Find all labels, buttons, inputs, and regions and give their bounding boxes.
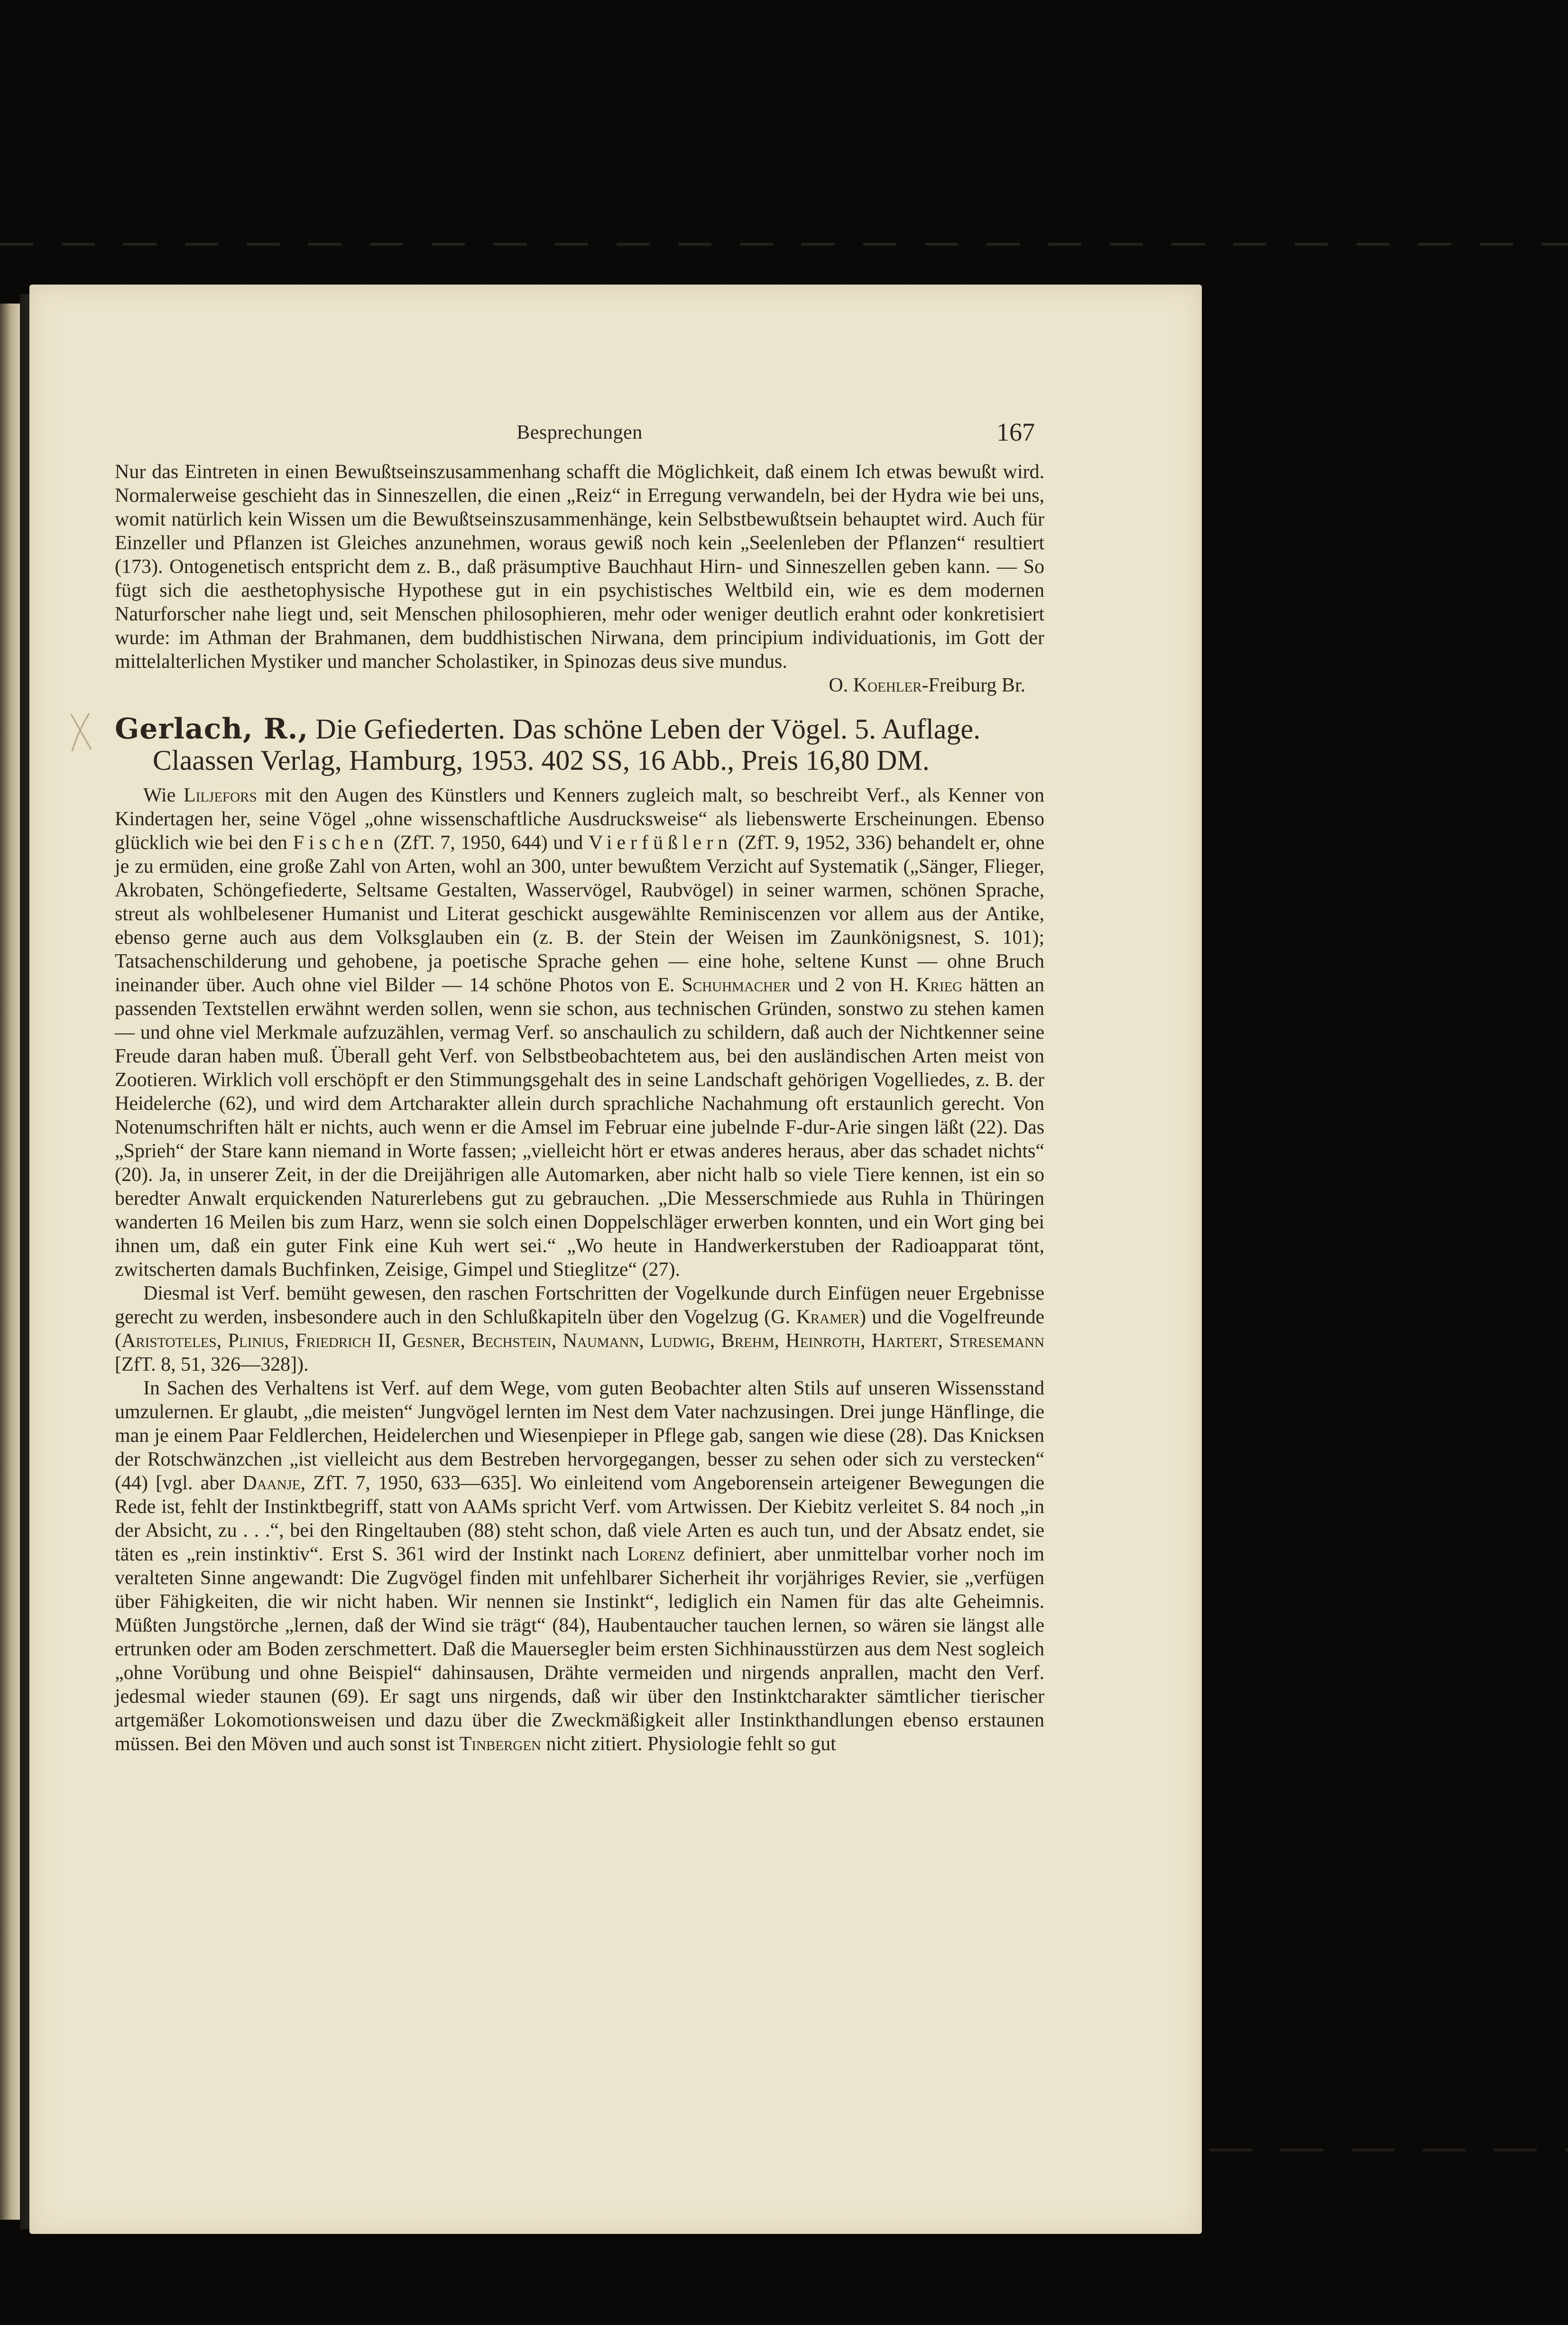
title-fischen: Fischen	[293, 832, 388, 854]
review2-paragraph-3: In Sachen des Verhaltens ist Verf. auf dem Wege, vom guten Beobachter alten Stils auf unseren Wissensstand umzulernen. Er glaubt, „die meisten“ Jungvögel lernten im Nest dem Vater nachzusingen. Drei junge Hänflinge, die man je einem Paar Feldlerchen, Heidelerchen und Wiesenpieper in Pflege gab, sangen wie diese (28). Das Knicksen der Rotschwänzchen „ist vielleicht aus dem Bestreben hervorgegangen, besser zu sehen oder sich zu verstecken“ (44) [vgl. aber Daanje, ZfT. 7, 1950, 633—635]. Wo einleitend vom Angeborensein arteigener Bewegungen die Rede ist, fehlt der Instinktbegriff, statt von AAMs spricht Verf. vom Artwissen. Der Kiebitz verleitet S. 84 noch „in der Absicht, zu . . .“, bei den Ringeltauben (88) steht schon, daß viele Arten es auch tun, und der Absatz endet, sie täten es „rein instinktiv“. Erst S. 361 wird der Instinkt nach Lorenz definiert, aber unmittelbar vorher noch im veralteten Sinne angewandt: Die Zugvögel finden mit unfehlbarer Sicherheit ihr vorjähriges Revier, sie „verfügen über Fähigkeiten, die wir nicht haben. Wir nennen sie Instinkt“, lediglich ein Namen für das alte Geheimnis. Müßten Jungstörche „lernen, daß der Wind sie trägt“ (84), Haubentaucher tauchen lernen, so wären sie längst alle ertrunken oder am Boden zerschmettert. Daß die Mauersegler beim ersten Sichhinausstürzen aus dem Nest sogleich „ohne Vorübung und ohne Beispiel“ dahinsausen, Drähte vermeiden und nirgends anprallen, macht den Verf. jedesmal wieder staunen (69). Er sagt uns nirgends, daß wir über den Instinktcharakter sämtlicher tierischer artgemäßer Lokomotionsweisen und dazu über die Zweckmäßigkeit aller Instinkthandlungen ebenso erstaunen müssen. Bei den Möven und auch sonst ist Tinbergen nicht zitiert. Physiologie fehlt so gut	[115, 1377, 1044, 1755]
review2-paragraph-1: Wie Liljefors mit den Augen des Künstlers und Kenners zugleich malt, so beschreibt Verf., als Kenner von Kindertagen her, seine Vögel „ohne wissenschaftliche Ausdrucksweise“ als liebenswerte Erscheinungen. Ebenso glücklich wie bei den Fischen (ZfT. 7, 1950, 644) und Vierfüßlern (ZfT. 9, 1952, 336) behandelt er, ohne je zu ermüden, eine große Zahl von Arten, wohl an 300, unter bewußtem Verzicht auf Systematik („Sänger, Flieger, Akrobaten, Schöngefiederte, Seltsame Gestalten, Wasservögel, Raubvögel) in seiner warmen, schönen Sprache, streut als wohlbelesener Humanist und Literat geschickt ausgewählte Reminiscenzen vor allem aus der Antike, ebenso gerne auch aus dem Volksglauben ein (z. B. der Stein der Weisen im Zaunkönigsnest, S. 101); Tatsachenschilderung und gehobene, ja poetische Sprache gehen — eine hohe, seltene Kunst — ohne Bruch ineinander über. Auch ohne viel Bilder — 14 schöne Photos von E. Schuhmacher und 2 von H. Krieg hätten an passenden Textstellen erwähnt werden sollen, wenn sie schon, aus technischen Gründen, sonstwo zu stehen kamen — und ohne viel Merkmale aufzuzählen, vermag Verf. so anschaulich zu schildern, daß auch der Nichtkenner seine Freude daran haben muß. Überall geht Verf. von Selbstbeobachtetem aus, bei den ausländischen Arten meist von Zootieren. Wirklich voll erschöpft er den Stimmungsgehalt des in seine Landschaft gehörigen Vogelliedes, z. B. der Heidelerche (62), und wird dem Artcharakter allein durch sprachliche Nachahmung oft erstaunlich gerecht. Von Notenumschriften hält er nichts, auch wenn er die Amsel im Februar eine jubelnde F-dur-Arie singen läßt (22). Das „Sprieh“ der Stare kann niemand in Worte fassen; „vielleicht hört er etwas anderes heraus, aber das schadet nichts“ (20). Ja, in unserer Zeit, in der die Dreijährigen alle Automarken, aber nicht halb so viele Tiere kennen, ist ein so beredter Anwalt erquickenden Naturerlebens gut zu gebrauchen. „Die Messerschmiede aus Ruhla in Thüringen wanderten 16 Meilen bis zum Harz, wenn sie solch einen Doppelschläger erwerben konnten, und ein Wort ging bei ihnen um, daß ein guter Fink eine Kuh wert sei.“ „Wo heute in Handwerkerstuben der Radioapparat tönt, zwitscherten damals Buchfinken, Zeisige, Gimpel und Stieglitze“ (27).	[115, 784, 1045, 1281]
review2-paragraph-2: Diesmal ist Verf. bemüht gewesen, den raschen Fortschritten der Vogelkunde durch Einfügen neuer Ergebnisse gerecht zu werden, insbesondere auch in den Schlußkapiteln über den Vogelzug (G. Kramer) und die Vogelfreunde (Aristoteles, Plinius, Friedrich II, Gesner, Bechstein, Naumann, Ludwig, Brehm, Heinroth, Hartert, Stresemann [ZfT. 8, 51, 326—328]).	[115, 1282, 1044, 1375]
top-border-marks	[0, 243, 1568, 246]
name-schuhmacher: Schuhmacher	[682, 974, 791, 996]
name-krieg: Krieg	[916, 974, 963, 996]
review2-title-line1: Die Gefiederten. Das schöne Leben der Vögel. 5. Auflage.	[315, 713, 980, 745]
name-daanje: Daanje	[242, 1472, 301, 1494]
reviewer-signature	[115, 674, 1025, 697]
title-vierfuessler: Vierfüßlern	[588, 832, 733, 854]
name-tinbergen: Tinbergen	[459, 1733, 542, 1755]
name-lorenz: Lorenz	[627, 1543, 685, 1565]
page-text-block	[115, 417, 1044, 1756]
page-header	[115, 417, 1044, 460]
running-head: Besprechungen	[517, 422, 643, 443]
review1-paragraph: Nur das Eintreten in einen Bewußtseinszusammenhang schafft die Möglichkeit, daß einem Ich etwas bewußt wird. Normalerweise geschieht das in Sinneszellen, die einen „Reiz“ in Erregung verwandeln, bei der Hydra wie bei uns, womit natürlich kein Wissen um die Bewußtseinszusammenhänge, kein Selbstbewußtsein behauptet wird. Auch für Einzeller und Pflanzen ist Gleiches anzunehmen, woraus gewiß noch kein „Seelenleben der Pflanzen“ resultiert (173). Ontogenetisch entspricht dem z. B., daß präsumptive Bauchhaut Hirn- und Sinneszellen geben kann. — So fügt sich die aesthetophysische Hypothese gut in ein psychistisches Weltbild ein, wie es dem modernen Naturforscher nahe liegt und, seit Menschen philosophieren, mehr oder weniger deutlich erahnt oder konkretisiert wurde: im Athman der Brahmanen, dem buddhistischen Nirwana, dem principium individuationis, im Gott der mittelalterlichen Mystiker und mancher Scholastiker, in Spinozas deus sive mundus.	[115, 461, 1044, 673]
review2-title-line2: Claassen Verlag, Hamburg, 1953. 402 SS, 16 Abb., Preis 16,80 DM.	[153, 745, 930, 776]
name-kramer: Kramer	[796, 1306, 859, 1328]
signature-initial: O.	[829, 674, 853, 696]
names-vogelfreunde: Aristoteles, Plinius, Friedrich II, Gesner, Bechstein, Naumann, Ludwig, Brehm, Heinroth, Hartert, Stresemann	[121, 1330, 1044, 1352]
page-number: 167	[996, 418, 1035, 446]
review2-author: Gerlach, R.,	[115, 712, 309, 746]
name-liljefors: Liljefors	[184, 784, 257, 806]
book-page	[29, 285, 1202, 2234]
signature-name: Koehler	[853, 674, 922, 696]
signature-place: -Freiburg Br.	[922, 674, 1025, 696]
previous-page-edge	[0, 304, 20, 2220]
review2-heading	[115, 713, 1044, 776]
pencil-cross-mark	[67, 711, 96, 754]
